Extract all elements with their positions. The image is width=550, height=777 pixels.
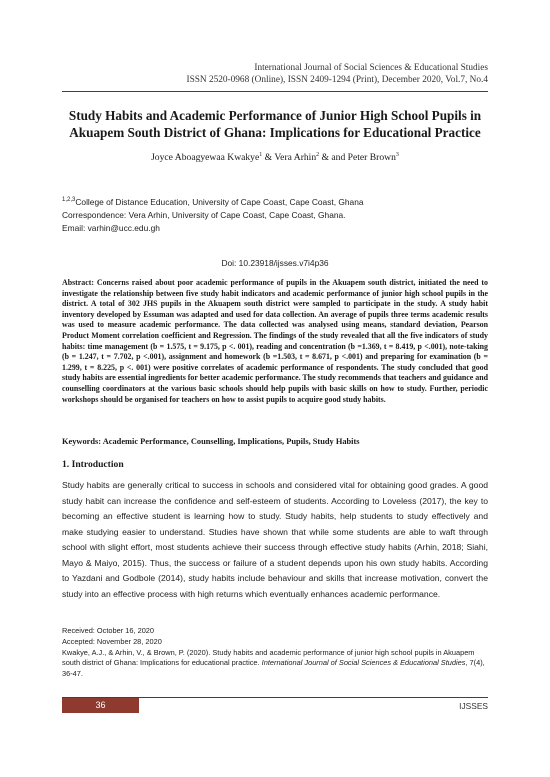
correspondence: Correspondence: Vera Arhin, University of Cape Coast, Cape Coast, Ghana.: [62, 209, 346, 220]
section-heading: 1. Introduction: [62, 459, 124, 470]
abstract: Abstract: Concerns raised about poor academic performance of pupils in the Akuapem south district, initiated the need to investigate the relationship between five study habit indicators and academic performance of junior high school pupils in the district. A total of 302 JHS pupils in the Akuapem south district were sampled to participate in the study. A study habit inventory developed by Essuman was adapted and used for data collection. An average of pupils three terms academic results was used to measure academic performance. The data collected was analysed using means, standard deviation, Pearson Product Moment correlation coefficient and Regression. The findings of the study revealed that all the five indicators of study habits: time management (b = 1.575, t = 9.175, p <. 001), reading and concentration (b =1.369, t = 8.419, p <.001), note-taking (b = 1.247, t = 7.702, p <.001), assignment and homework (b =1.503, t = 8.671, p <.001) and preparing for examination (b = 1.299, t = 8.225, p <. 001) were positive correlates of academic performance of respondents. The study concluded that good study habits are essential ingredients for better academic performance. The study recommends that teachers and guidance and counselling coordinators at the various basic schools should help pupils with basic skills on how to study. Further, periodic workshops should be organised for teachers on how to assist pupils to acquire good study habits.: [62, 278, 488, 404]
issn-line: ISSN 2520-0968 (Online), ISSN 2409-1294 (Print), December 2020, Vol.7, No.4: [186, 75, 488, 85]
author-3-sup: 3: [395, 152, 399, 158]
accepted-date: Accepted: November 28, 2020: [62, 636, 162, 646]
author-2-sup: 2: [316, 152, 320, 158]
affiliation-college: $^{1,2,3}$College of Distance Education, University of Cape Coast, Cape Coast, Ghana: [62, 196, 364, 207]
journal-abbrev: IJSSES: [459, 701, 488, 711]
reference: Kwakye, A.J., & Arhin, V., & Brown, P. (2020). Study habits and academic performance of junior high school pupils in Akuapem south district of Ghana: Implications for educational practice. International Journal of Social Sciences & Educational Studies, 7(4), 36-47.: [62, 647, 485, 679]
header-rule: [62, 91, 488, 92]
author-1: Joyce Aboagyewaa Kwakye: [151, 152, 260, 164]
intro-paragraph: Study habits are generally critical to success in schools and considered vital for obtaining good grades. A good study habit can increase the confidence and self-esteem of students. According to Loveless (2017), the key to becoming an effective student is learning how to study. Study habits, help students to study effectively and make studying easier to understand. Studies have shown that while some students are able to waft through school with slight effort, most students achieve their success through effective study habits (Arhin, 2018; Siahi, Mayo & Maiyo, 2015). Thus, the success or failure of a student depends upon his own study habits. According to Yazdani and Godbole (2014), study habits include behaviour and skills that increase motivation, convert the study into an effective process with high returns which eventually enhances academic performance.: [62, 480, 488, 599]
journal-name: International Journal of Social Sciences & Educational Studies: [254, 63, 488, 73]
author-list: [62, 152, 488, 163]
citation-block: [62, 626, 488, 680]
received-date: Received: October 16, 2020: [62, 626, 155, 635]
email[interactable]: Email: varhin@ucc.edu.gh: [62, 222, 160, 233]
author-3: & and Peter Brown: [319, 152, 396, 164]
keywords: Keywords: Academic Performance, Counselling, Implications, Pupils, Study Habits: [62, 437, 360, 446]
author-2: & Vera Arhin: [262, 152, 317, 164]
journal-header: [186, 62, 488, 86]
doi[interactable]: Doi: 10.23918/ijsses.v7i4p36: [221, 258, 329, 268]
author-1-sup: 1: [259, 152, 263, 158]
page-number: 36: [62, 698, 139, 713]
paper-title: Study Habits and Academic Performance of Junior High School Pupils in Akuapem South District of Ghana: Implications for Educational Practice: [68, 108, 482, 140]
affiliation-block: [62, 194, 488, 235]
